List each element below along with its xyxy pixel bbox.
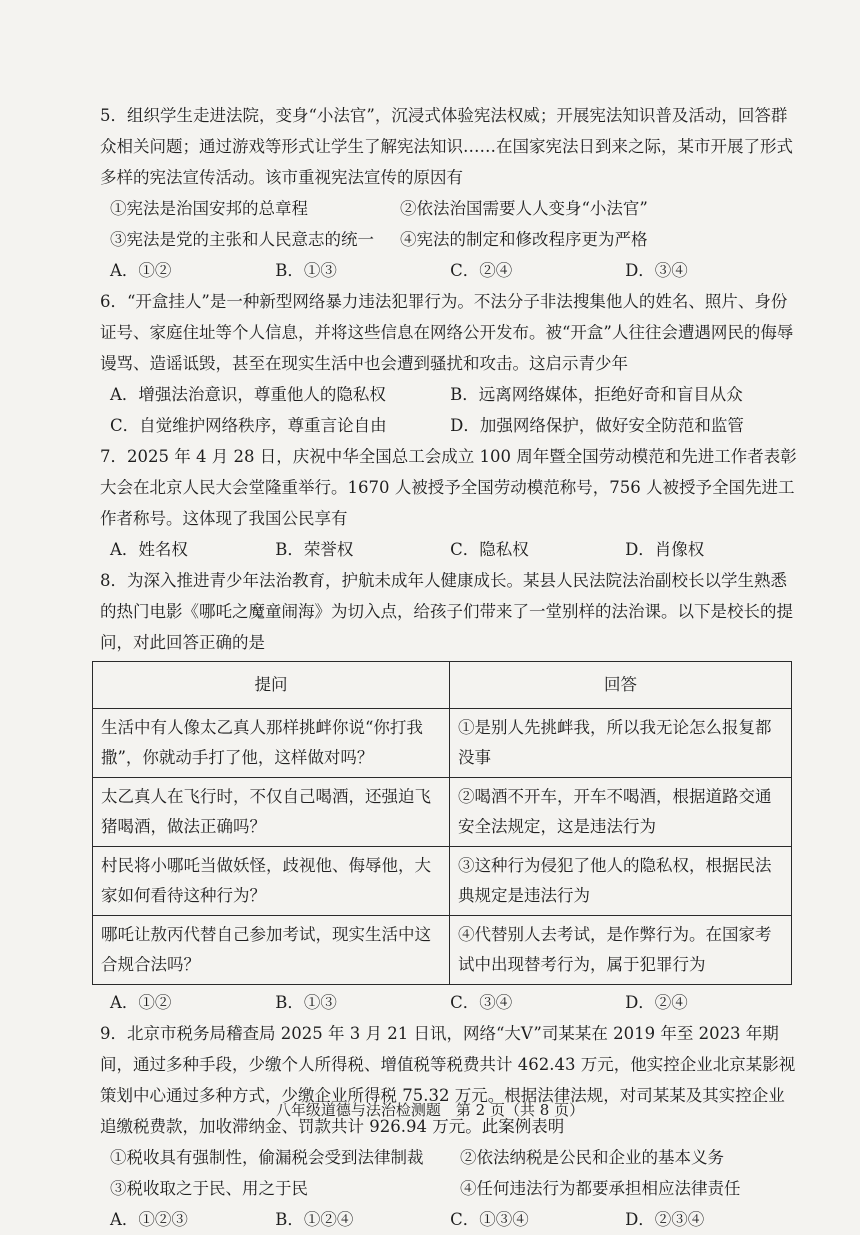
option-b: B．①③ bbox=[275, 993, 337, 1012]
option-list bbox=[100, 534, 800, 565]
table-row bbox=[93, 778, 792, 847]
question-5 bbox=[100, 100, 800, 286]
statement-2: ②依法治国需要人人变身“小法官” bbox=[400, 199, 648, 218]
statement-3: ③宪法是党的主张和人民意志的统一 bbox=[110, 230, 374, 249]
question-7 bbox=[100, 441, 800, 565]
option-list bbox=[100, 1204, 800, 1235]
answer-cell: ④代替别人去考试，是作弊行为。在国家考试中出现替考行为，属于犯罪行为 bbox=[450, 916, 792, 985]
option-a: A．增强法治意识，尊重他人的隐私权 bbox=[110, 385, 386, 404]
table-row bbox=[93, 916, 792, 985]
question-stem: 8．为深入推进青少年法治教育，护航未成年人健康成长。某县人民法院法治副校长以学生熟悉的热门电影《哪吒之魔童闹海》为切入点，给孩子们带来了一堂别样的法治课。以下是校长的提问，对此回答正确的是 bbox=[100, 571, 793, 652]
statement-3: ③税收取之于民、用之于民 bbox=[110, 1179, 308, 1198]
statement-4: ④任何违法行为都要承担相应法律责任 bbox=[460, 1179, 741, 1198]
option-b: B．①③ bbox=[275, 261, 337, 280]
option-a: A．①② bbox=[110, 261, 172, 280]
question-cell: 生活中有人像太乙真人那样挑衅你说“你打我撒”，你就动手打了他，这样做对吗？ bbox=[93, 709, 450, 778]
option-d: D．②③④ bbox=[625, 1210, 705, 1229]
answer-cell: ②喝酒不开车，开车不喝酒，根据道路交通安全法规定，这是违法行为 bbox=[450, 778, 792, 847]
table-header-row bbox=[93, 662, 792, 709]
question-stem: 7．2025 年 4 月 28 日，庆祝中华全国总工会成立 100 周年暨全国劳动模范和先进工作者表彰大会在北京人民大会堂隆重举行。1670 人被授予全国劳动模范称号，756 人被授予全国先进工作者称号。这体现了我国公民享有 bbox=[100, 447, 797, 528]
option-c: C．①③④ bbox=[450, 1210, 529, 1229]
option-d: D．肖像权 bbox=[625, 540, 705, 559]
statement-1: ①税收具有强制性，偷漏税会受到法律制裁 bbox=[110, 1148, 424, 1167]
question-stem: 6．“开盒挂人”是一种新型网络暴力违法犯罪行为。不法分子非法搜集他人的姓名、照片、身份证号、家庭住址等个人信息，并将这些信息在网络公开发布。被“开盒”人往往会遭遇网民的侮辱谩骂、造谣诋毁，甚至在现实生活中也会遭到骚扰和攻击。这启示青少年 bbox=[100, 292, 794, 373]
option-c: C．③④ bbox=[450, 993, 513, 1012]
option-row-2 bbox=[100, 410, 800, 441]
option-d: D．加强网络保护，做好安全防范和监管 bbox=[450, 416, 744, 435]
statement-4: ④宪法的制定和修改程序更为严格 bbox=[400, 230, 648, 249]
statement-list bbox=[100, 1142, 800, 1204]
option-a: A．①② bbox=[110, 993, 172, 1012]
question-cell: 哪吒让敖丙代替自己参加考试，现实生活中这合规合法吗？ bbox=[93, 916, 450, 985]
option-row-1 bbox=[100, 379, 800, 410]
question-6 bbox=[100, 286, 800, 441]
option-d: D．③④ bbox=[625, 261, 688, 280]
option-b: B．远离网络媒体，拒绝好奇和盲目从众 bbox=[450, 385, 743, 404]
option-a: A．①②③ bbox=[110, 1210, 188, 1229]
header-answer: 回答 bbox=[450, 662, 792, 709]
option-b: B．荣誉权 bbox=[275, 540, 354, 559]
statement-1: ①宪法是治国安邦的总章程 bbox=[110, 199, 308, 218]
option-list bbox=[100, 987, 800, 1018]
option-b: B．①②④ bbox=[275, 1210, 354, 1229]
table-row bbox=[93, 847, 792, 916]
option-a: A．姓名权 bbox=[110, 540, 188, 559]
question-stem: 5．组织学生走进法院，变身“小法官”，沉浸式体验宪法权威；开展宪法知识普及活动，回答群众相关问题；通过游戏等形式让学生了解宪法知识……在国家宪法日到来之际，某市开展了形式多样的宪法宣传活动。该市重视宪法宣传的原因有 bbox=[100, 106, 793, 187]
question-stem: 9．北京市税务局稽查局 2025 年 3 月 21 日讯，网络“大V”司某某在 2019 年至 2023 年期间，通过多种手段，少缴个人所得税、增值税等税费共计 462.43 万元，他实控企业北京某影视策划中心通过多种方式，少缴企业所得税 75.32 万元。根据法律法规，对司某某及其实控企业追缴税费款，加收滞纳金、罚款共计 926.94 万元。此案例表明 bbox=[100, 1024, 796, 1136]
question-cell: 村民将小哪吒当做妖怪，歧视他、侮辱他，大家如何看待这种行为？ bbox=[93, 847, 450, 916]
question-9 bbox=[100, 1018, 800, 1235]
table-row bbox=[93, 709, 792, 778]
statement-2: ②依法纳税是公民和企业的基本义务 bbox=[460, 1148, 724, 1167]
answer-cell: ①是别人先挑衅我，所以我无论怎么报复都没事 bbox=[450, 709, 792, 778]
option-c: C．自觉维护网络秩序，尊重言论自由 bbox=[110, 416, 387, 435]
option-d: D．②④ bbox=[625, 993, 688, 1012]
question-8 bbox=[100, 565, 800, 1018]
option-c: C．隐私权 bbox=[450, 540, 529, 559]
question-cell: 太乙真人在飞行时，不仅自己喝酒，还强迫飞猪喝酒，做法正确吗？ bbox=[93, 778, 450, 847]
header-question: 提问 bbox=[93, 662, 450, 709]
option-list bbox=[100, 255, 800, 286]
option-c: C．②④ bbox=[450, 261, 513, 280]
qa-table bbox=[92, 661, 792, 985]
page-footer: 八年级道德与法治检测题 第 2 页（共 8 页） bbox=[275, 1101, 585, 1119]
statement-list bbox=[100, 193, 800, 255]
answer-cell: ③这种行为侵犯了他人的隐私权，根据民法典规定是违法行为 bbox=[450, 847, 792, 916]
